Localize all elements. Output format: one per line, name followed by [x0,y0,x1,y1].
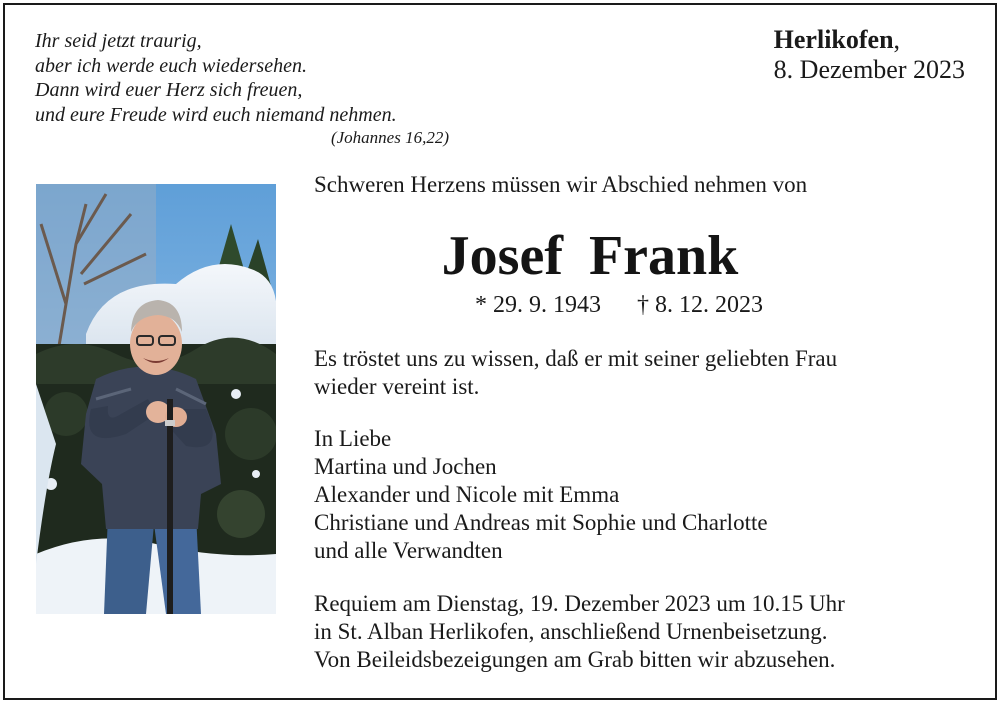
place-and-date [774,25,965,85]
mourner-entry: Martina und Jochen [314,454,497,479]
birth-date: * 29. 9. 1943 [475,292,601,318]
obituary-notice [3,3,997,700]
mourner-entry: Christiane und Andreas mit Sophie und Charlotte [314,510,768,535]
place-name: Herlikofen [773,25,894,54]
deceased-name: Josef Frank [441,225,739,287]
intro-text: Schweren Herzens müssen wir Abschied nehmen von [314,172,808,197]
verse-reference: (Johannes 16,22) [330,128,449,147]
verse-line: aber ich werde euch wiedersehen. [35,54,307,77]
bible-verse [35,29,449,148]
service-info [314,590,845,674]
comfort-line: Es tröstet uns zu wissen, daß er mit seiner geliebten Frau [314,346,838,371]
service-line: Von Beileidsbezeigungen am Grab bitten wir abzusehen. [314,647,836,672]
mourner-entry: Alexander und Nicole mit Emma [314,482,620,507]
mourner-entry: und alle Verwandten [314,538,503,563]
comfort-text [314,345,837,401]
comfort-line: wieder vereint ist. [314,374,480,399]
mourners-heading: In Liebe [314,426,392,451]
service-line: Requiem am Dienstag, 19. Dezember 2023 um 10.15 Uhr [314,591,845,616]
death-date: † 8. 12. 2023 [637,292,763,318]
life-dates [475,290,763,320]
place-comma: , [893,25,901,54]
verse-line: Ihr seid jetzt traurig, [35,30,202,52]
service-line: in St. Alban Herlikofen, anschließend Urnenbeisetzung. [314,619,828,644]
notice-date: 8. Dezember 2023 [773,55,965,84]
mourners-list [314,425,768,565]
verse-line: und eure Freude wird euch niemand nehmen. [35,103,397,126]
verse-line: Dann wird euer Herz sich freuen, [35,79,303,101]
